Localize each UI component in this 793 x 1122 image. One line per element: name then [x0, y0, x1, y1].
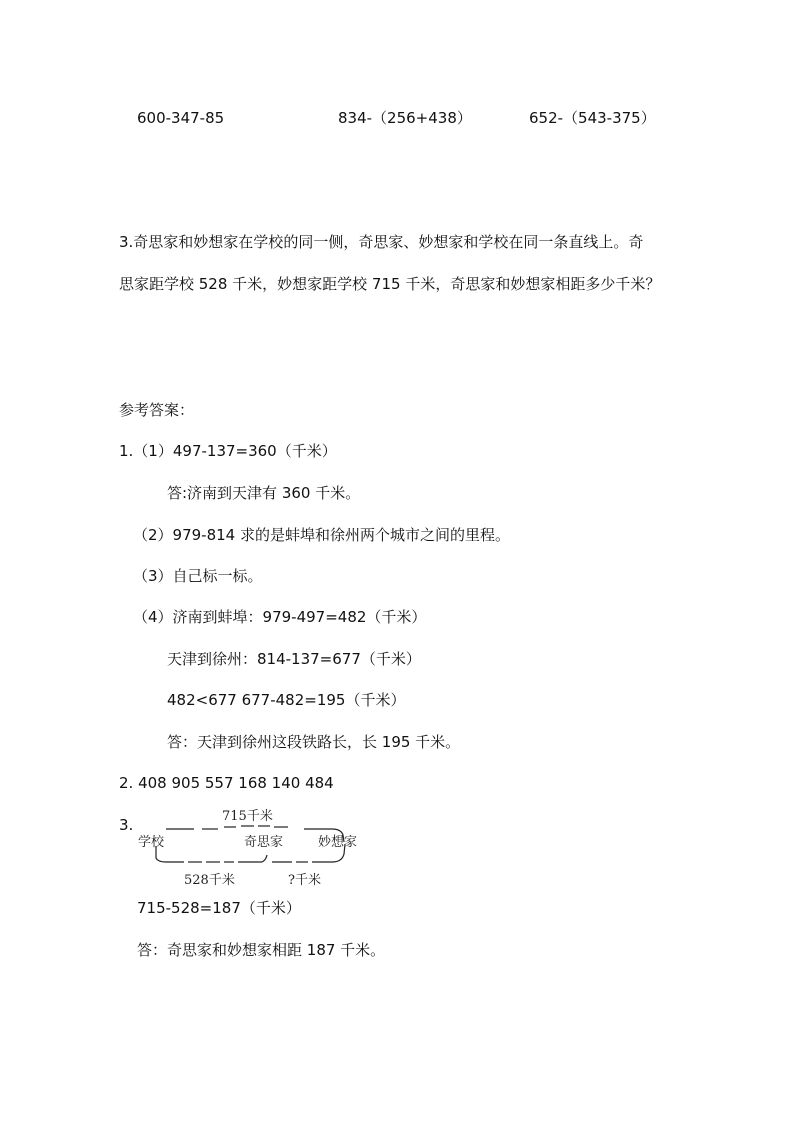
- answer-3-number: 3.: [119, 816, 134, 834]
- answer-1-4-b: 天津到徐州：814-137=677（千米）: [167, 650, 421, 668]
- diagram-label-qisi: 奇思家: [244, 835, 284, 850]
- answer-1-4-c: 482<677 677-482=195（千米）: [167, 691, 406, 709]
- problem3-line2: 思家距学校 528 千米，妙想家距学校 715 千米，奇思家和妙想家相距多少千米？: [119, 275, 661, 293]
- calc-expr-1: 600-347-85: [137, 109, 225, 127]
- answer-3-calc: 715-528=187（千米）: [137, 899, 301, 917]
- answer-3-reply: 答：奇思家和妙想家相距 187 千米。: [137, 941, 386, 959]
- diagram-label-715: 715千米: [222, 809, 273, 824]
- answer-1-4: （4）济南到蚌埠：979-497=482（千米）: [133, 608, 427, 626]
- answer-1-2: （2）979-814 求的是蚌埠和徐州两个城市之间的里程。: [133, 526, 510, 544]
- calc-expr-2: 834-（256+438）: [338, 109, 472, 127]
- answer-2: 2. 408 905 557 168 140 484: [119, 774, 334, 792]
- problem3-line1: 3.奇思家和妙想家在学校的同一侧，奇思家、妙想家和学校在同一条直线上。奇: [119, 233, 644, 251]
- answers-heading: 参考答案：: [119, 401, 195, 419]
- answer-1-4-reply: 答：天津到徐州这段铁路长，长 195 千米。: [167, 733, 461, 751]
- distance-diagram: [136, 800, 386, 895]
- answer-1-3: （3）自己标一标。: [133, 567, 263, 585]
- calc-expr-3: 652-（543-375）: [529, 109, 656, 127]
- answer-1-1: 1.（1）497-137=360（千米）: [119, 442, 337, 460]
- diagram-label-school: 学校: [138, 835, 165, 850]
- diagram-label-unknown: ?千米: [288, 873, 321, 888]
- diagram-label-528: 528千米: [184, 873, 235, 888]
- diagram-label-miaoxiang: 妙想家: [318, 835, 358, 850]
- answer-1-1-reply: 答:济南到天津有 360 千米。: [167, 484, 361, 502]
